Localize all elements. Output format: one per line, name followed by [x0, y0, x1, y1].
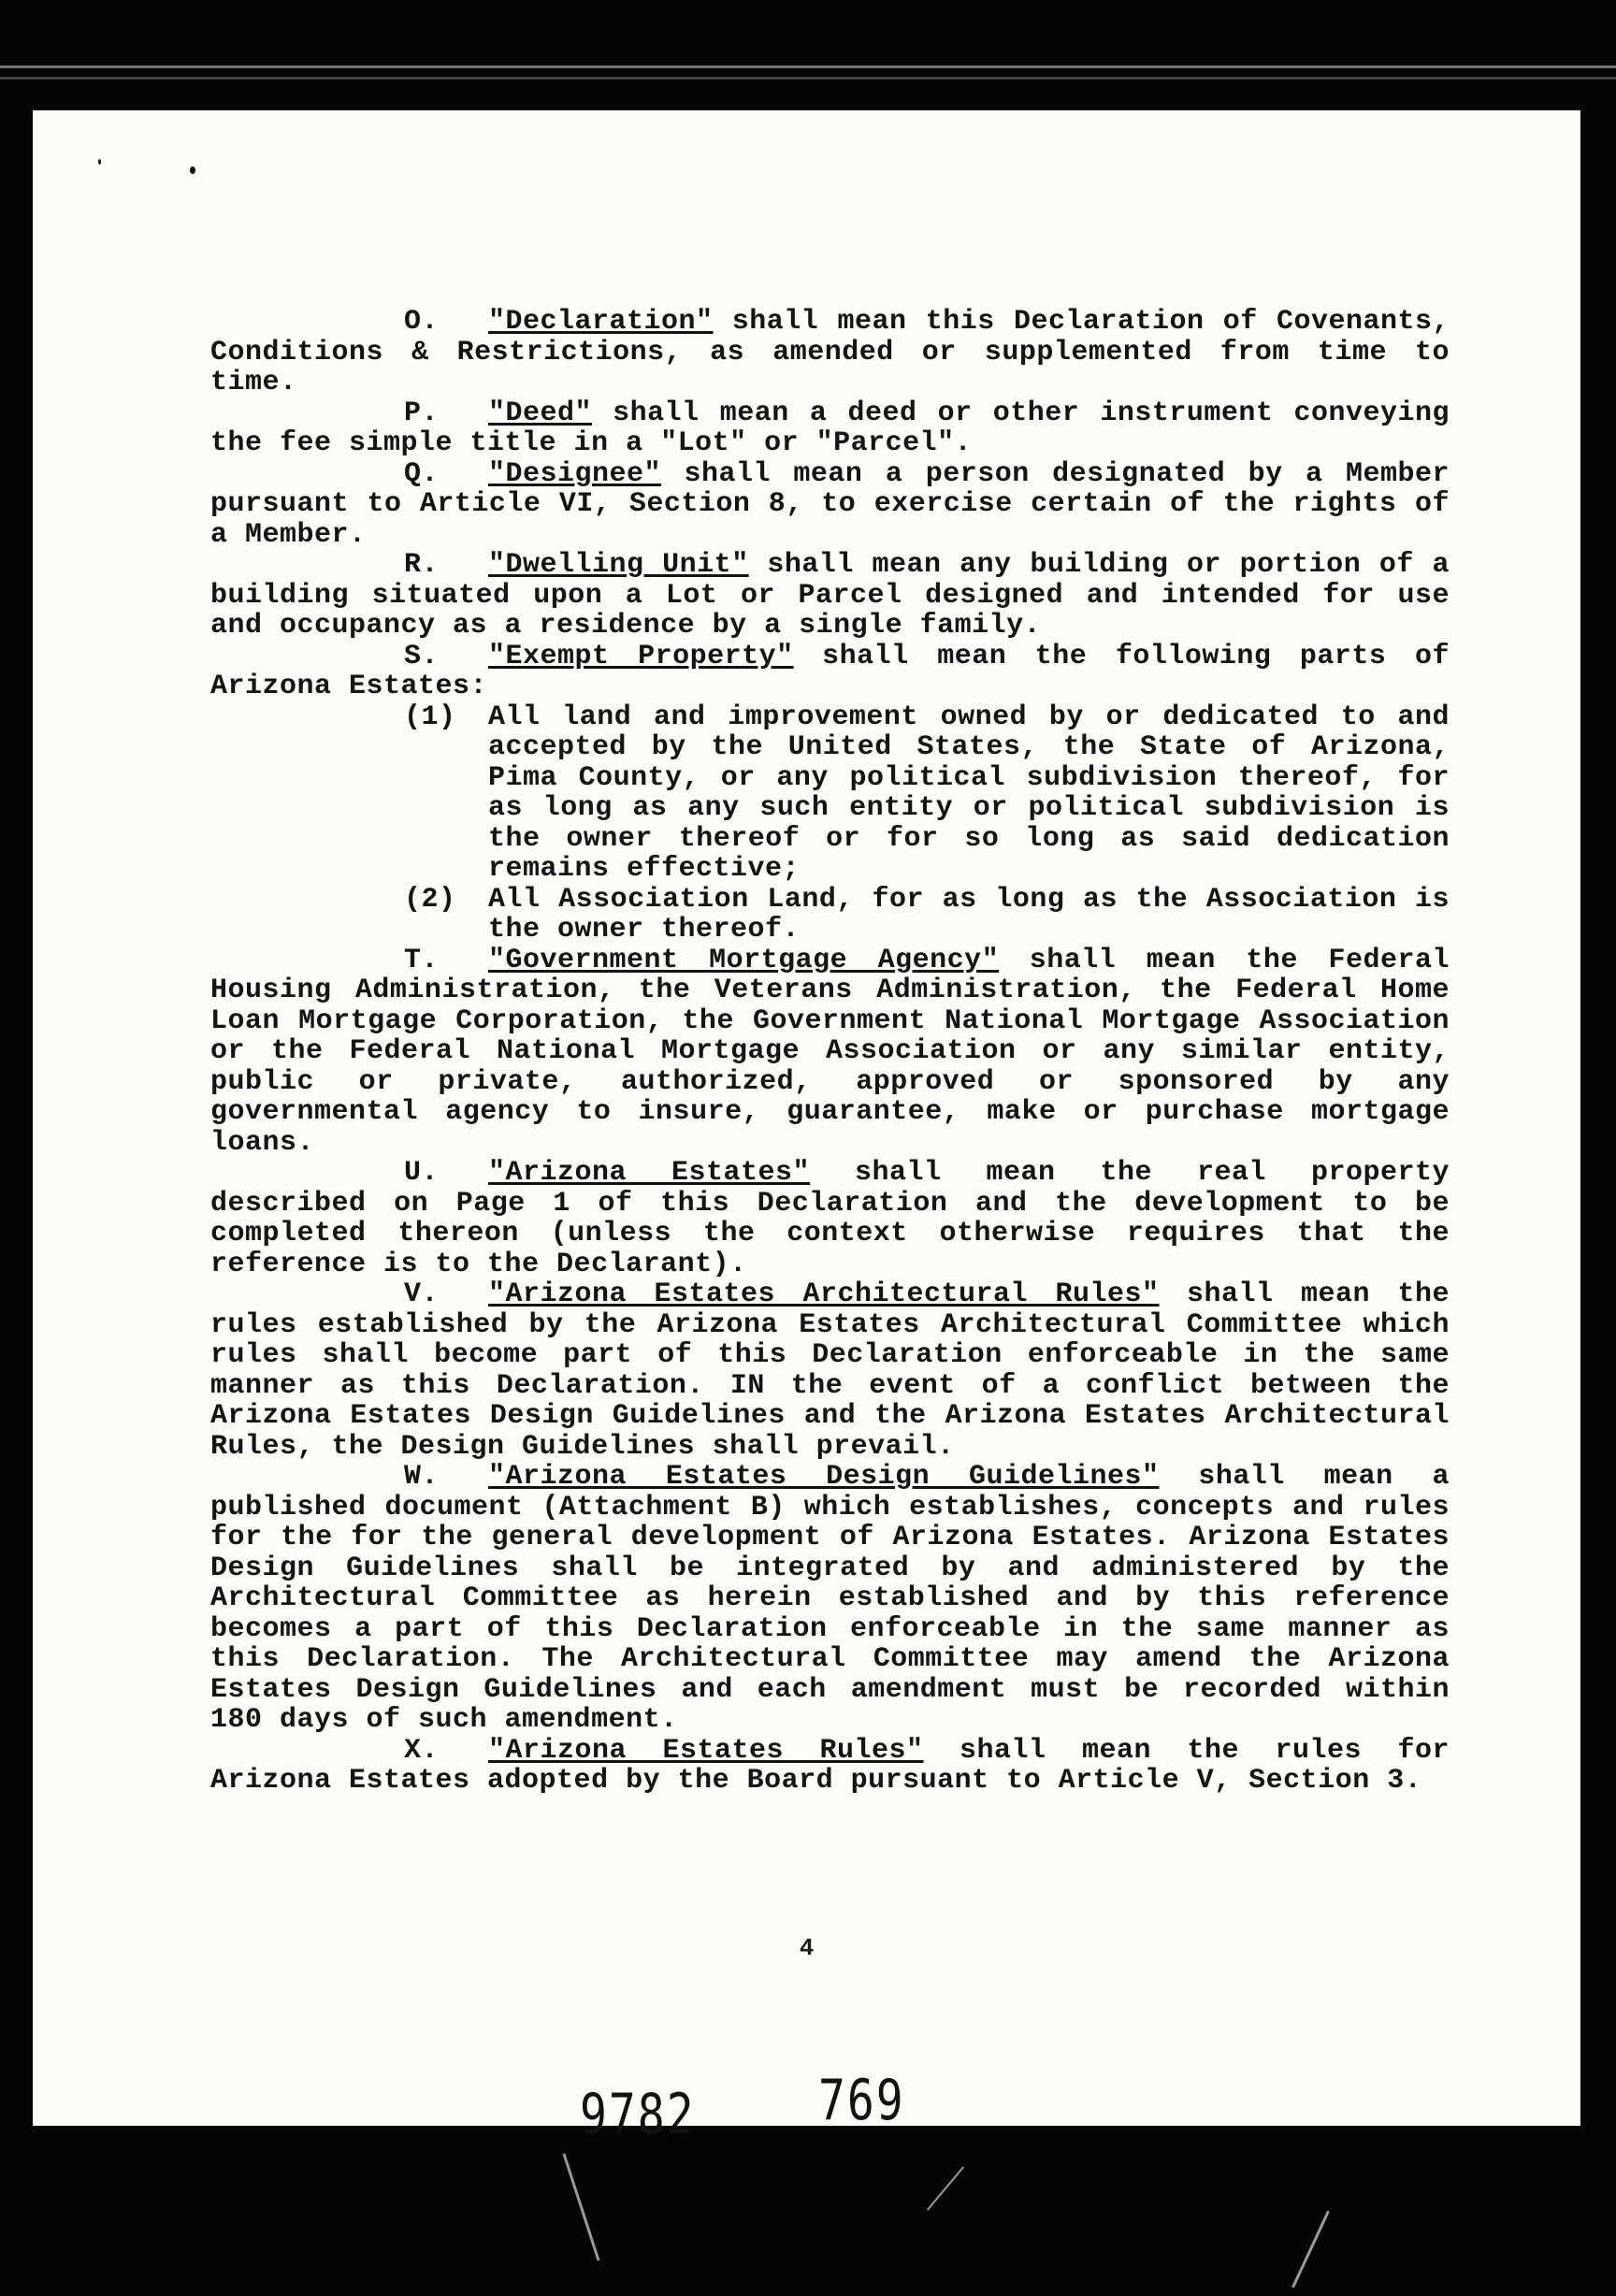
defined-term: "Arizona Estates Rules"	[488, 1734, 924, 1767]
definition-paragraph: V. "Arizona Estates Architectural Rules" shall mean the rules established by the Arizona Estates Architectural Committee which rules shall become part of this Declaration enforceable in the same manner as this Declaration. IN the event of a conflict between the Arizona Estates Design Guidelines and the Arizona Estates Architectural Rules, the Design Guidelines shall prevail.	[210, 1278, 1450, 1463]
recording-stamp-right: 769	[818, 2068, 905, 2133]
defined-term: "Arizona Estates Design Guidelines"	[488, 1461, 1160, 1493]
definition-paragraph: S. "Exempt Property" shall mean the following parts of Arizona Estates:	[210, 640, 1450, 702]
scan-speck	[190, 166, 195, 174]
defined-term: "Dwelling Unit"	[488, 549, 749, 581]
definition-paragraph: O. "Declaration" shall mean this Declaration of Covenants, Conditions & Restrictions, as amended or supplemented from time to time.	[210, 306, 1450, 398]
sub-item: (1) All land and improvement owned by or dedicated to and accepted by the United States, the State of Arizona, Pima County, or any political subdivision thereof, for as long as any such entity or political subdivision is the owner thereof or for so long as said dedication remains effective;	[404, 700, 1450, 885]
defined-term: "Arizona Estates Architectural Rules"	[488, 1278, 1160, 1310]
defined-term: "Designee"	[488, 457, 662, 490]
document-page	[33, 110, 1580, 2147]
document-body	[210, 307, 1450, 1797]
definition-paragraph: X. "Arizona Estates Rules" shall mean the rules for Arizona Estates adopted by the Board pursuant to Article V, Section 3.	[210, 1734, 1450, 1797]
definition-paragraph: T. "Government Mortgage Agency" shall mean the Federal Housing Administration, the Veterans Administration, the Federal Home Loan Mortgage Corporation, the Government National Mortgage Association or the Federal National Mortgage Association or any similar entity, public or private, authorized, approved or sponsored by any governmental agency to insure, guarantee, make or purchase mortgage loans.	[210, 944, 1450, 1159]
scan-noise	[927, 2166, 964, 2210]
defined-term: "Exempt Property"	[488, 640, 794, 672]
scan-noise	[563, 2153, 600, 2260]
scan-noise	[1291, 2211, 1330, 2289]
scan-speck	[98, 159, 101, 165]
definition-paragraph: Q. "Designee" shall mean a person designated by a Member pursuant to Article VI, Section 8, to exercise certain of the rights of a Member.	[210, 457, 1450, 551]
defined-term: "Arizona Estates"	[488, 1157, 811, 1189]
definition-paragraph: U. "Arizona Estates" shall mean the real property described on Page 1 of this Declaration and the development to be completed thereon (unless the context otherwise requires that the reference is to the Declarant).	[210, 1157, 1450, 1280]
defined-term: "Declaration"	[488, 306, 714, 338]
page-number: 4	[799, 1934, 815, 1962]
defined-term: "Government Mortgage Agency"	[488, 944, 1000, 976]
defined-term: "Deed"	[488, 397, 593, 429]
definition-paragraph: R. "Dwelling Unit" shall mean any building or portion of a building situated upon a Lot or Parcel designed and intended for use and occupancy as a residence by a single family.	[210, 549, 1450, 642]
definition-paragraph: W. "Arizona Estates Design Guidelines" shall mean a published document (Attachment B) which establishes, concepts and rules for the for the general development of Arizona Estates. Arizona Estates Design Guidelines shall be integrated by and administered by the Architectural Committee as herein established and by this reference becomes a part of this Declaration enforceable in the same manner as this Declaration. The Architectural Committee may amend the Arizona Estates Design Guidelines and each amendment must be recorded within 180 days of such amendment.	[210, 1461, 1450, 1736]
recording-stamp-left: 9782	[580, 2082, 696, 2147]
definition-paragraph: P. "Deed" shall mean a deed or other instrument conveying the fee simple title in a "Lot" or "Parcel".	[210, 397, 1450, 459]
sub-item: (2) All Association Land, for as long as the Association is the owner thereof.	[404, 883, 1450, 946]
